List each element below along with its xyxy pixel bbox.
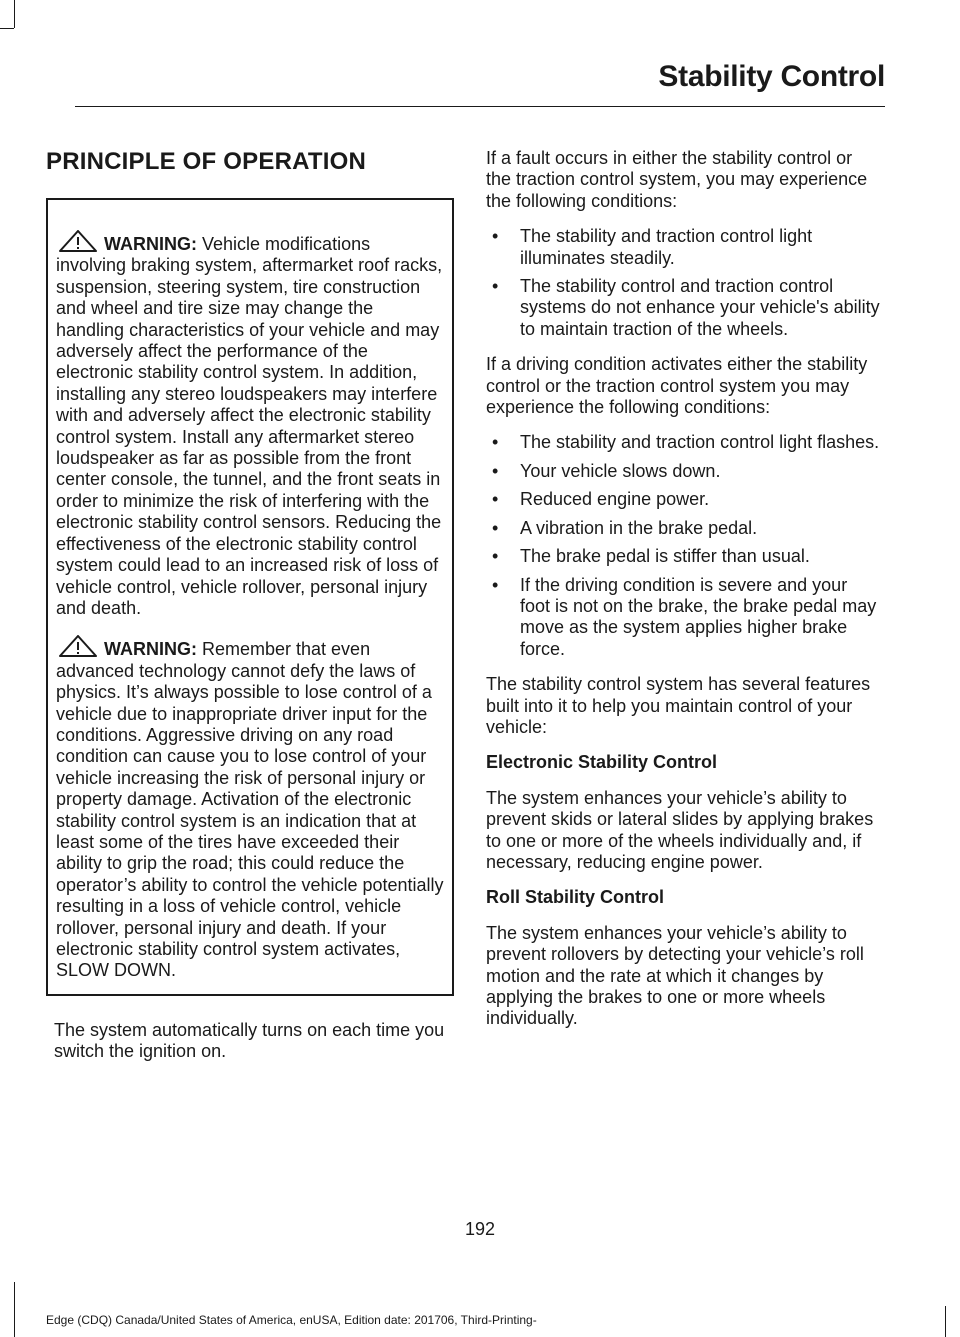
list-item: • The stability and traction control light illuminates steadily.	[486, 226, 882, 269]
warning-paragraph	[56, 635, 444, 982]
list-item: • If the driving condition is severe and your foot is not on the brake, the brake pedal may move as the system applies higher brake force.	[486, 575, 882, 661]
page-number: 192	[464, 1219, 496, 1239]
esc-paragraph: The system enhances your vehicle’s ability to prevent skids or lateral slides by applying brakes to one or more of the wheels individually and, if necessary, reducing engine power.	[486, 787, 874, 872]
section-title: PRINCIPLE OF OPERATION	[46, 148, 366, 175]
activate-conditions-list	[486, 432, 882, 660]
list-item: • A vibration in the brake pedal.	[486, 518, 882, 539]
page-header-title: Stability Control	[658, 60, 885, 93]
rsc-paragraph: The system enhances your vehicle’s ability to prevent rollovers by detecting your vehicle’s roll motion and the rate at which it changes by applying the brakes to one or more wheels individually.	[486, 922, 864, 1029]
fault-conditions-list	[486, 226, 882, 340]
crop-mark	[14, 0, 15, 28]
activate-intro: If a driving condition activates either the stability control or the traction control system you may experience the following conditions:	[486, 354, 868, 418]
warning-text: Vehicle modifications involving braking system, aftermarket roof racks, suspension, steering system, tire construction and wheel and tire size may change the handling characteristics of your vehicle and may adversely affect the performance of the electronic stability control system. In addition, installing any stereo loudspeakers may interfere with and adversely affect the electronic stability control system. Install any aftermarket stereo loudspeaker as far as possible from the front center console, the tunnel, and the front seats in order to minimize the risk of interfering with the electronic stability control sensors. Reducing the effectiveness of the electronic stability control system could lead to an increased risk of loss of vehicle control, vehicle rollover, personal injury and death.	[56, 234, 443, 618]
body-paragraph: The system automatically turns on each time you switch the ignition on.	[54, 1019, 445, 1062]
header-divider	[75, 106, 885, 107]
warning-label: WARNING:	[104, 639, 197, 660]
warning-triangle-icon	[58, 230, 98, 252]
rsc-heading: Roll Stability Control	[486, 887, 664, 908]
left-column	[46, 148, 454, 1077]
fault-intro: If a fault occurs in either the stability control or the traction control system, you may experience the following conditions:	[486, 148, 868, 211]
esc-heading: Electronic Stability Control	[486, 752, 718, 773]
features-intro: The stability control system has several features built into it to help you maintain control of your vehicle:	[486, 674, 871, 737]
warning-triangle-icon	[58, 635, 98, 657]
list-item: • The stability and traction control light flashes.	[486, 432, 882, 453]
crop-mark	[945, 1306, 946, 1337]
warning-label: WARNING:	[104, 234, 197, 254]
crop-mark	[14, 1282, 15, 1337]
list-item: • Reduced engine power.	[486, 489, 882, 510]
footer-edition: Edge (CDQ) Canada/United States of America, enUSA, Edition date: 201706, Third-Printing-	[46, 1313, 537, 1327]
list-item: • Your vehicle slows down.	[486, 461, 882, 482]
warning-box	[46, 198, 454, 996]
list-item: • The brake pedal is stiffer than usual.	[486, 546, 882, 567]
list-item: • The stability control and traction control systems do not enhance your vehicle's ability to maintain traction of the wheels.	[486, 276, 882, 340]
warning-paragraph	[56, 230, 444, 619]
right-column	[486, 148, 882, 1044]
warning-text: Remember that even advanced technology cannot defy the laws of physics. It’s always possible to lose control of a vehicle due to inappropriate driver input for the conditions. Aggressive driving on any road condition can cause you to lose control of your vehicle increasing the risk of personal injury or property damage. Activation of the electronic stability control system is an indication that at least some of the tires have exceeded their ability to grip the road; this could reduce the operator’s ability to control the vehicle potentially resulting in a loss of vehicle control, vehicle rollover, personal injury and death. If your electronic stability control system activates, SLOW DOWN.	[56, 639, 444, 981]
crop-mark	[0, 28, 14, 29]
